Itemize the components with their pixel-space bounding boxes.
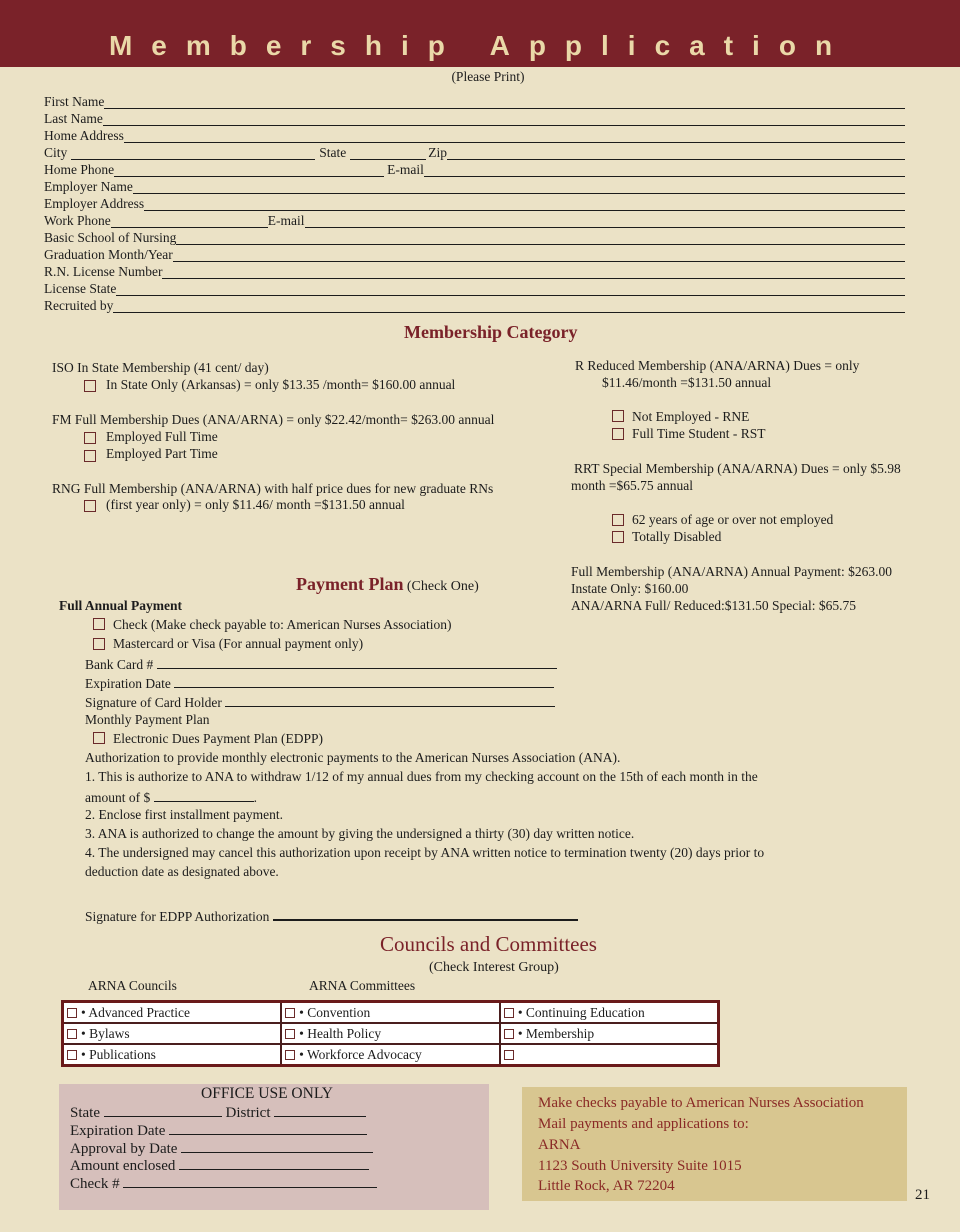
authorization-item-3: 3. ANA is authorized to change the amount by giving the undersigned a thirty (30) day written notice. <box>85 826 635 841</box>
please-print-note: (Please Print) <box>451 69 525 84</box>
employer-address-row: Employer Address <box>44 194 905 211</box>
fm-label: FM Full Membership Dues (ANA/ARNA) = only $22.42/month= $263.00 annual <box>52 412 495 427</box>
rne-checkbox[interactable] <box>612 410 624 422</box>
age-62-checkbox[interactable] <box>612 514 624 526</box>
councils-column-label: ARNA Councils <box>88 978 177 993</box>
first-name-field[interactable] <box>104 95 905 109</box>
authorization-item-2: 2. Enclose first installment payment. <box>85 807 283 822</box>
office-state-row: State District <box>70 1103 366 1123</box>
bank-card-field[interactable] <box>157 655 557 669</box>
bank-card-row: Bank Card # <box>85 655 557 673</box>
amount-row: amount of $ . <box>85 790 257 805</box>
recruited-by-field[interactable] <box>113 299 905 313</box>
office-use-box <box>59 1084 489 1210</box>
payment-plan-note: (Check One) <box>406 579 479 594</box>
rng-option: (first year only) = only $11.46/ month =$131.50 annual <box>106 497 405 512</box>
monthly-plan-label: Monthly Payment Plan <box>85 712 210 727</box>
first-name-row: First Name <box>44 92 905 109</box>
edpp-label: Electronic Dues Payment Plan (EDPP) <box>113 731 323 746</box>
continuing-education-checkbox[interactable] <box>504 1008 514 1018</box>
iso-option: In State Only (Arkansas) = only $13.35 /month= $160.00 annual <box>106 377 456 392</box>
rng-checkbox[interactable] <box>84 500 96 512</box>
page-title: Membership Application <box>108 30 852 61</box>
office-use-heading: OFFICE USE ONLY <box>201 1085 333 1102</box>
check-payment-label: Check (Make check payable to: American Nurses Association) <box>113 617 452 632</box>
summary-line-1: Full Membership (ANA/ARNA) Annual Payment: $263.00 <box>571 564 892 579</box>
last-name-field[interactable] <box>103 112 905 126</box>
authorization-item-4b: deduction date as designated above. <box>85 864 279 879</box>
councils-table <box>61 1000 720 1067</box>
office-state-field[interactable] <box>104 1103 222 1117</box>
edpp-signature-field[interactable] <box>273 906 578 921</box>
rrt-label: RRT Special Membership (ANA/ARNA) Dues = only $5.98 <box>574 461 901 476</box>
employer-name-field[interactable] <box>133 180 905 194</box>
mail-line-3: ARNA <box>538 1137 581 1153</box>
advanced-practice-checkbox[interactable] <box>67 1008 77 1018</box>
fm-full-time-checkbox[interactable] <box>84 432 96 444</box>
disabled-label: Totally Disabled <box>632 529 722 544</box>
rst-label: Full Time Student - RST <box>632 426 766 441</box>
r-label: R Reduced Membership (ANA/ARNA) Dues = only <box>575 358 860 373</box>
disabled-checkbox[interactable] <box>612 531 624 543</box>
office-approval-row: Approval by Date <box>70 1139 373 1159</box>
iso-label: ISO In State Membership (41 cent/ day) <box>52 360 269 375</box>
employer-name-row: Employer Name <box>44 177 905 194</box>
committees-column-label: ARNA Committees <box>309 978 416 993</box>
iso-checkbox[interactable] <box>84 380 96 392</box>
license-number-field[interactable] <box>162 265 905 279</box>
fm-part-time-label: Employed Part Time <box>106 446 218 461</box>
title-banner <box>0 0 960 67</box>
home-phone-row: Home Phone E-mail <box>44 160 905 177</box>
mail-line-1: Make checks payable to American Nurses Association <box>538 1095 864 1111</box>
mail-line-5: Little Rock, AR 72204 <box>538 1178 675 1194</box>
convention-checkbox[interactable] <box>285 1008 295 1018</box>
office-district-field[interactable] <box>274 1103 366 1117</box>
city-state-zip-row: City State Zip <box>44 143 905 160</box>
authorization-item-4: 4. The undersigned may cancel this authorization upon receipt by ANA written notice to termination twenty (20) days prior to <box>85 845 765 860</box>
zip-field[interactable] <box>447 146 905 160</box>
mail-line-2: Mail payments and applications to: <box>538 1116 749 1132</box>
office-amount-field[interactable] <box>179 1156 369 1170</box>
table-row: • Publications • Workforce Advocacy <box>63 1044 719 1066</box>
table-row: • Advanced Practice • Convention • Continuing Education <box>63 1002 719 1024</box>
payment-plan-heading-row <box>296 574 479 595</box>
home-address-row: Home Address <box>44 126 905 143</box>
edpp-checkbox[interactable] <box>93 732 105 744</box>
basic-school-field[interactable] <box>176 231 905 245</box>
check-payment-checkbox[interactable] <box>93 618 105 630</box>
summary-line-3: ANA/ARNA Full/ Reduced:$131.50 Special: $65.75 <box>571 598 856 613</box>
work-phone-row: Work Phone E-mail <box>44 211 905 228</box>
rrt-label-2: month =$65.75 annual <box>571 478 693 493</box>
office-amount-row: Amount enclosed <box>70 1156 369 1176</box>
membership-category-heading: Membership Category <box>404 322 578 342</box>
graduation-field[interactable] <box>173 248 905 262</box>
mailing-info-box <box>522 1087 907 1201</box>
rst-checkbox[interactable] <box>612 428 624 440</box>
card-payment-checkbox[interactable] <box>93 638 105 650</box>
workforce-advocacy-checkbox[interactable] <box>285 1050 295 1060</box>
full-annual-payment-label: Full Annual Payment <box>59 598 183 613</box>
authorization-text: Authorization to provide monthly electronic payments to the American Nurses Association (ANA). <box>85 750 621 765</box>
r-label-2: $11.46/month =$131.50 annual <box>602 375 772 390</box>
graduation-row: Graduation Month/Year <box>44 245 905 262</box>
table-row: • Bylaws • Health Policy • Membership <box>63 1023 719 1044</box>
employer-address-field[interactable] <box>144 197 905 211</box>
bylaws-checkbox[interactable] <box>67 1029 77 1039</box>
fm-full-time-label: Employed Full Time <box>106 429 218 444</box>
health-policy-checkbox[interactable] <box>285 1029 295 1039</box>
summary-line-2: Instate Only: $160.00 <box>571 581 689 596</box>
councils-subheading: (Check Interest Group) <box>429 960 559 975</box>
last-name-row: Last Name <box>44 109 905 126</box>
office-expiration-field[interactable] <box>169 1121 367 1135</box>
office-check-row: Check # <box>70 1174 377 1194</box>
fm-part-time-checkbox[interactable] <box>84 450 96 462</box>
rng-label: RNG Full Membership (ANA/ARNA) with half price dues for new graduate RNs <box>52 481 494 496</box>
edpp-signature-row: Signature for EDPP Authorization <box>85 906 578 925</box>
mail-line-4: 1123 South University Suite 1015 <box>538 1158 742 1174</box>
license-state-field[interactable] <box>116 282 905 296</box>
rne-label: Not Employed - RNE <box>632 409 750 424</box>
recruited-by-row: Recruited by <box>44 296 905 313</box>
work-email-field[interactable] <box>305 214 905 228</box>
membership-checkbox[interactable] <box>504 1029 514 1039</box>
publications-checkbox[interactable] <box>67 1050 77 1060</box>
authorization-item-1: 1. This is authorize to ANA to withdraw 1/12 of my annual dues from my checking account on the 15th of each month in the <box>85 769 758 784</box>
license-number-row: R.N. License Number <box>44 262 905 279</box>
email-field[interactable] <box>424 163 905 177</box>
work-phone-field[interactable] <box>111 214 268 228</box>
age-62-label: 62 years of age or over not employed <box>632 512 834 527</box>
license-state-row: License State <box>44 279 905 296</box>
office-check-field[interactable] <box>123 1174 377 1188</box>
card-signature-field[interactable] <box>225 693 555 707</box>
basic-school-row: Basic School of Nursing <box>44 228 905 245</box>
expiration-field[interactable] <box>174 674 554 688</box>
blank-checkbox[interactable] <box>504 1050 514 1060</box>
amount-field[interactable] <box>154 788 254 802</box>
councils-heading: Councils and Committees <box>380 932 597 956</box>
office-expiration-row: Expiration Date <box>70 1121 367 1141</box>
home-address-field[interactable] <box>124 129 905 143</box>
card-signature-row: Signature of Card Holder <box>85 693 555 711</box>
payment-plan-heading: Payment Plan <box>296 574 404 594</box>
state-field[interactable] <box>350 146 426 160</box>
home-phone-field[interactable] <box>114 163 384 177</box>
card-payment-label: Mastercard or Visa (For annual payment only) <box>113 636 364 651</box>
city-field[interactable] <box>71 146 315 160</box>
page-number: 21 <box>915 1187 930 1203</box>
expiration-row: Expiration Date <box>85 674 554 692</box>
office-approval-field[interactable] <box>181 1139 373 1153</box>
